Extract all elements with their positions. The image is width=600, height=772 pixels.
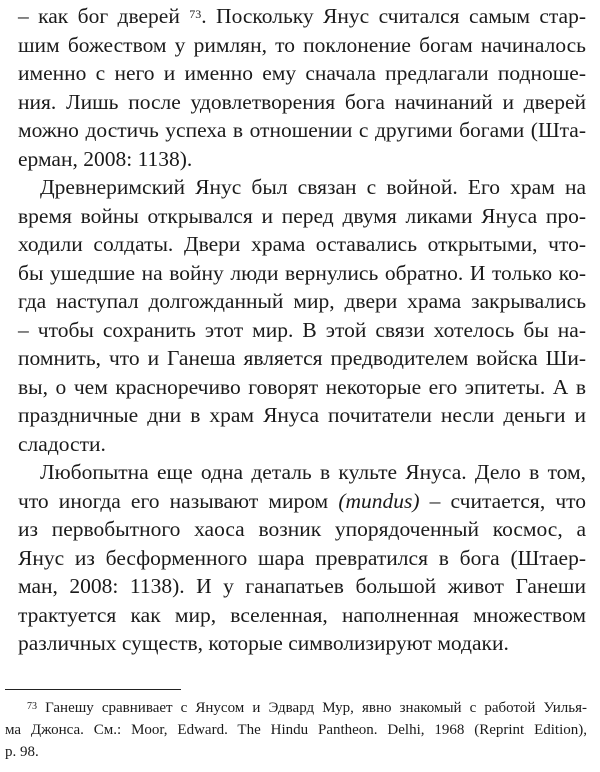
text-line: праздничные дни в храм Януса почитатели несли деньги и <box>18 403 586 427</box>
paragraph-3 <box>18 458 586 658</box>
footnote <box>5 697 587 763</box>
paragraph-1 <box>18 2 586 173</box>
text-line: p. 98. <box>5 744 39 760</box>
text-line: различных существ, которые символизируют модаки. <box>18 631 509 655</box>
text-line: можно достичь успеха в отношении с другими богами (Шта- <box>18 118 586 142</box>
line-segment: – считается, что <box>429 488 587 513</box>
text-line: именно с него и именно ему сначала предлагали подноше- <box>18 61 586 85</box>
text-line: ман, 2008: 1138). И у ганапатьев большой живот Ганеши <box>18 574 586 598</box>
text-line: из первобытного хаоса возник упорядоченный космос, а <box>18 517 586 541</box>
main-text <box>18 2 586 658</box>
text-line: бы ушедшие на войну люди вернулись обратно. И только ко- <box>18 260 586 285</box>
line-segment: – как бог дверей <box>18 4 180 28</box>
text-line <box>18 487 586 516</box>
text-line: время войны открывался и перед двумя ликами Януса про- <box>18 203 586 228</box>
line-segment: . Поскольку Янус считался самым стар- <box>201 4 586 28</box>
text-line <box>18 2 586 31</box>
text-line: вы, о чем красноречиво говорят некоторые его эпитеты. А в <box>18 374 586 399</box>
text-line: Янус из бесформенного шара превратился в бога (Штаер- <box>18 545 586 570</box>
paragraph-2 <box>18 173 586 458</box>
text-line: шим божеством у римлян, то поклонение богам начиналось <box>18 32 586 57</box>
line-segment: что иногда его называют миром <box>18 488 329 513</box>
footnote-divider <box>5 689 181 690</box>
text-line: гда наступал долгожданный мир, двери храма закрывались <box>18 289 586 313</box>
text-line <box>5 697 587 719</box>
italic-term: (mundus) <box>338 488 420 513</box>
text-line: ходили солдаты. Двери храма оставались открытыми, что- <box>18 232 586 256</box>
text-line: помнить, что и Ганеша является предводителем войска Ши- <box>18 346 586 370</box>
footnote-ref[interactable]: 73 <box>189 7 202 21</box>
text-line: ма Джонса. См.: Moor, Edward. The Hindu Pantheon. Delhi, 1968 (Reprint Edition), <box>5 722 587 738</box>
text-line: Древнеримский Янус был связан с войной. Его храм на <box>40 175 586 199</box>
text-line: ния. Лишь после удовлетворения бога начинаний и дверей <box>18 89 586 114</box>
footnote-marker: 73 <box>27 701 37 712</box>
line-segment: Ганешу сравнивает с Янусом и Эдвард Мур, явно знакомый с работой Уилья- <box>45 700 587 716</box>
text-line: Любопытна еще одна деталь в культе Януса. Дело в том, <box>40 460 586 484</box>
text-line: ерман, 2008: 1138). <box>18 146 193 171</box>
text-line: трактуется как мир, вселенная, наполненная множеством <box>18 602 586 627</box>
text-line: – чтобы сохранить этот мир. В этой связи хотелось бы на- <box>18 317 586 342</box>
text-line: сладости. <box>18 431 106 456</box>
